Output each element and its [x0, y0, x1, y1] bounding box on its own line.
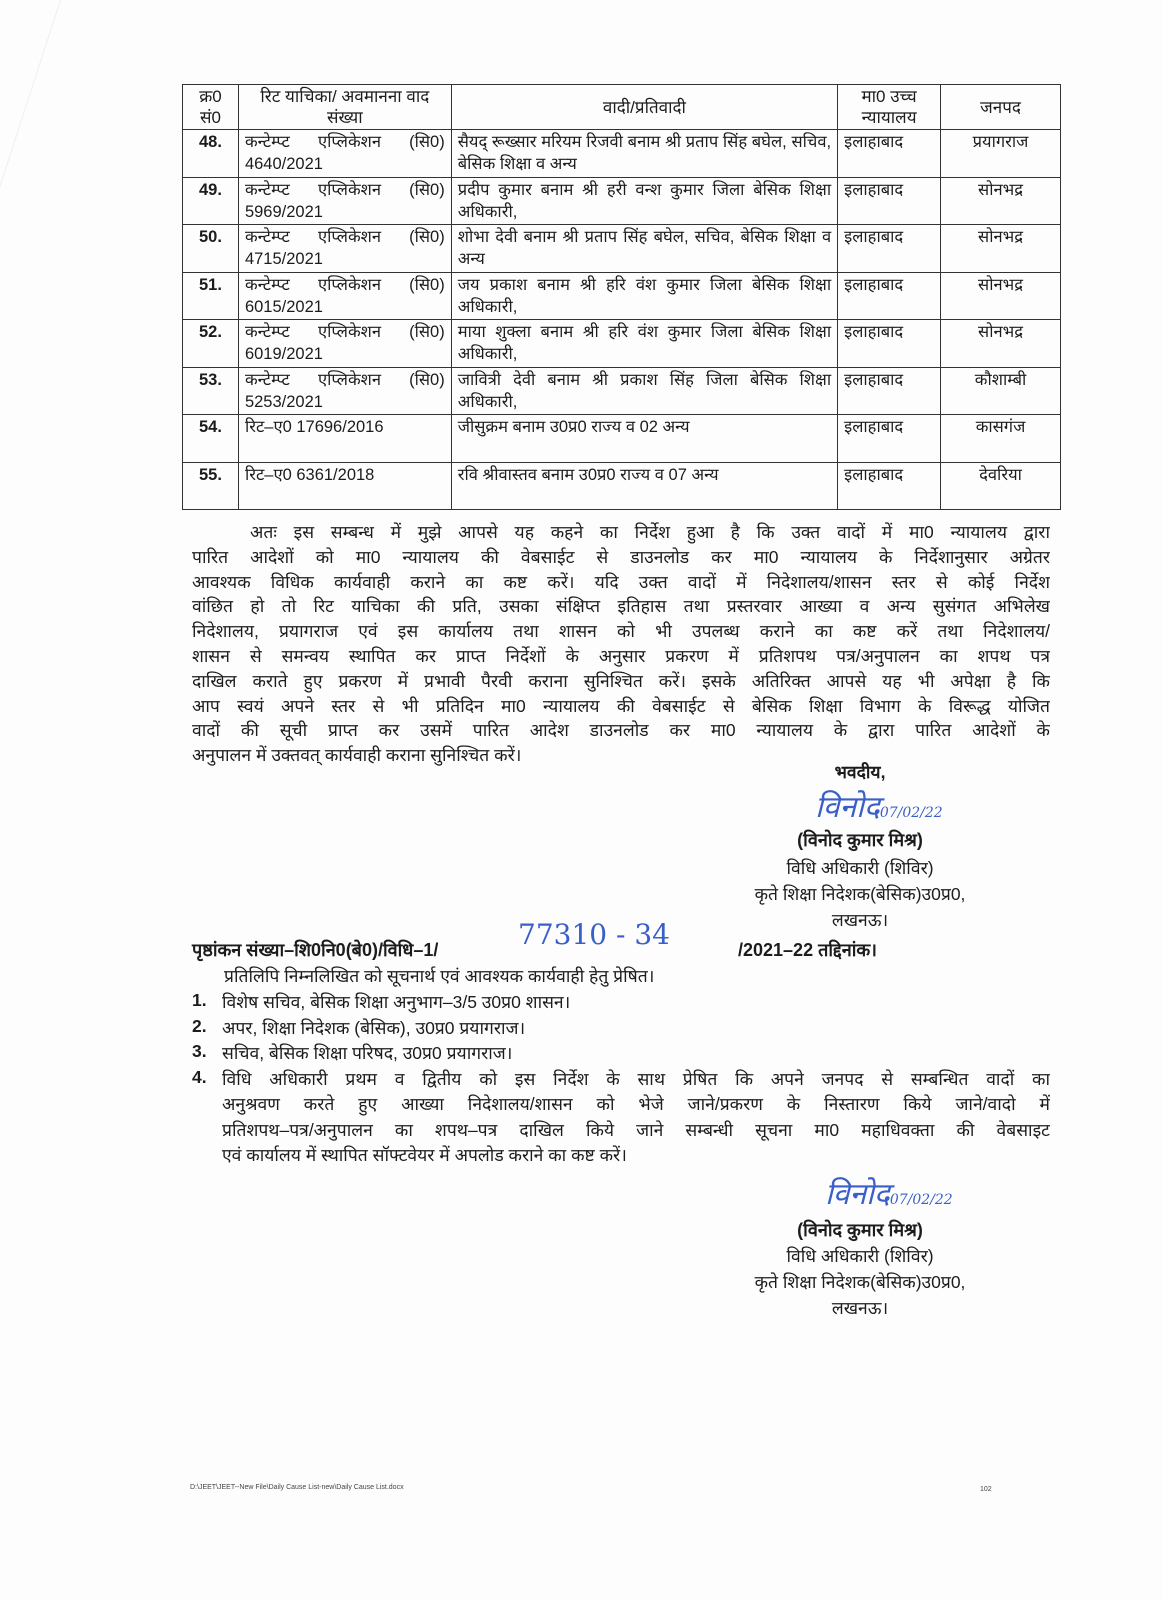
- paragraph-line: दाखिल कराते हुए प्रकरण में प्रभावी पैरवी कराना सुनिश्चित करें। इसके अतिरिक्त आपसे यह भी अपेक्षा है कि: [192, 670, 1050, 691]
- case-number-cell: रिट–ए0 17696/2016: [238, 415, 451, 463]
- table-row: [183, 225, 1061, 273]
- table-row: [183, 177, 1061, 225]
- paragraph-line: शासन से समन्वय स्थापित कर प्राप्त निर्देशों के अनुसार प्रकरण में प्रतिशपथ पत्र/अनुपालन का शपथ पत्र: [192, 646, 1050, 666]
- copy-list-item: सचिव, बेसिक शिक्षा परिषद, उ0प्र0 प्रयागराज।: [222, 1043, 513, 1063]
- table-row: [183, 320, 1061, 368]
- header-case-number: रिट याचिका/ अवमानना वाद संख्या: [238, 85, 451, 130]
- closing: भवदीय,: [834, 762, 886, 782]
- paragraph-line: वादों की सूची प्राप्त कर उसमें पारित आदेश डाउनलोड कर मा0 न्यायालय के द्वारा पारित आदेशों के: [192, 720, 1050, 741]
- signatory-designation-1: विधि अधिकारी (शिविर): [786, 858, 934, 878]
- copy-list-number: 1.: [192, 990, 207, 1010]
- signature-1: विनोद07/02/22: [815, 790, 943, 825]
- parties-cell: शोभा देवी बनाम श्री प्रताप सिंह बघेल, सचिव, बेसिक शिक्षा व अन्य: [451, 225, 837, 273]
- court-cell: इलाहाबाद: [838, 177, 941, 225]
- table-row: [183, 130, 1061, 178]
- endorsement-suffix: /2021–22 तद्दिनांक।: [738, 940, 878, 960]
- district-cell: सोनभद्र: [941, 225, 1061, 273]
- endorsement-prefix: पृष्ठांकन संख्या–शि0नि0(बे0)/विधि–1/: [192, 940, 439, 960]
- court-cell: इलाहाबाद: [838, 415, 941, 463]
- signatory-city-1: लखनऊ।: [831, 910, 889, 930]
- signatory-office-2: कृते शिक्षा निदेशक(बेसिक)उ0प्र0,: [754, 1272, 966, 1292]
- court-cell: इलाहाबाद: [838, 462, 941, 510]
- footer-file-path: D:\JEET\JEET--New File\Daily Cause List-new\Daily Cause List.docx: [190, 1484, 404, 1491]
- case-number-cell: कन्टेम्प्ट एप्लिकेशन (सि0) 6015/2021: [238, 272, 451, 320]
- case-number-cell: कन्टेम्प्ट एप्लिकेशन (सि0) 5253/2021: [238, 367, 451, 415]
- parties-cell: माया शुक्ला बनाम श्री हरि वंश कुमार जिला बेसिक शिक्षा अधिकारी,: [451, 320, 837, 368]
- table-row: [183, 367, 1061, 415]
- paragraph-line: वांछित हो तो रिट याचिका की प्रति, उसका संक्षिप्त इतिहास तथा प्रस्तरवार आख्या व अन्य सुसंगत अभिलेख: [192, 596, 1050, 617]
- district-cell: कौशाम्बी: [941, 367, 1061, 415]
- parties-cell: जय प्रकाश बनाम श्री हरि वंश कुमार जिला बेसिक शिक्षा अधिकारी,: [451, 272, 837, 320]
- district-cell: कासगंज: [941, 415, 1061, 463]
- court-cell: इलाहाबाद: [838, 367, 941, 415]
- table-row: [183, 272, 1061, 320]
- paragraph-line: अनुपालन में उक्तवत् कार्यवाही कराना सुनिश्चित करें।: [192, 745, 522, 766]
- serial-cell: 52.: [183, 320, 239, 368]
- serial-cell: 48.: [183, 130, 239, 178]
- copy-list-item: विधि अधिकारी प्रथम व द्वितीय को इस निर्देश के साथ प्रेषित कि अपने जनपद से सम्बन्धित वादों का: [222, 1068, 1050, 1089]
- parties-cell: जावित्री देवी बनाम श्री प्रकाश सिंह जिला बेसिक शिक्षा अधिकारी,: [451, 367, 837, 415]
- case-number-cell: कन्टेम्प्ट एप्लिकेशन (सि0) 4640/2021: [238, 130, 451, 178]
- serial-cell: 49.: [183, 177, 239, 225]
- signatory-office-1: कृते शिक्षा निदेशक(बेसिक)उ0प्र0,: [754, 884, 966, 904]
- court-cell: इलाहाबाद: [838, 225, 941, 273]
- parties-cell: प्रदीप कुमार बनाम श्री हरी वन्श कुमार जिला बेसिक शिक्षा अधिकारी,: [451, 177, 837, 225]
- header-serial: क्र0 सं0: [183, 85, 239, 130]
- district-cell: सोनभद्र: [941, 320, 1061, 368]
- court-cell: इलाहाबाद: [838, 320, 941, 368]
- parties-cell: सैयद् रूख्सार मरियम रिजवी बनाम श्री प्रताप सिंह बघेल, सचिव, बेसिक शिक्षा व अन्य: [451, 130, 837, 178]
- cases-table: [182, 84, 1061, 510]
- copy-list-number: 2.: [192, 1015, 207, 1036]
- copy-intro: प्रतिलिपि निम्नलिखित को सूचनार्थ एवं आवश्यक कार्यवाही हेतु प्रेषित।: [224, 966, 655, 986]
- endorsement-number-handwritten: 77310 - 34: [518, 918, 670, 951]
- copy-list-item: विशेष सचिव, बेसिक शिक्षा अनुभाग–3/5 उ0प्र0 शासन।: [222, 992, 571, 1012]
- header-court: मा0 उच्च न्यायालय: [838, 85, 941, 130]
- copy-list-number: 3.: [192, 1041, 207, 1061]
- case-number-cell: कन्टेम्प्ट एप्लिकेशन (सि0) 4715/2021: [238, 225, 451, 273]
- case-number-cell: कन्टेम्प्ट एप्लिकेशन (सि0) 6019/2021: [238, 320, 451, 368]
- court-cell: इलाहाबाद: [838, 272, 941, 320]
- copy-list-item: अनुश्रवण करते हुए आख्या निदेशालय/शासन को भेजे जाने/प्रकरण के निस्तारण किये जाने/वादो में: [222, 1094, 1050, 1114]
- copy-list-item: एवं कार्यालय में स्थापित सॉफ्टवेयर में अपलोड कराने का कष्ट करें।: [222, 1145, 627, 1165]
- header-district: जनपद: [941, 85, 1061, 130]
- serial-cell: 51.: [183, 272, 239, 320]
- signatory-name-2: (विनोद कुमार मिश्र): [797, 1220, 923, 1240]
- signatory-city-2: लखनऊ।: [831, 1298, 889, 1318]
- district-cell: सोनभद्र: [941, 177, 1061, 225]
- parties-cell: रवि श्रीवास्तव बनाम उ0प्र0 राज्य व 07 अन्य: [451, 462, 837, 510]
- signature-2: विनोद07/02/22: [825, 1177, 953, 1212]
- signatory-name-1: (विनोद कुमार मिश्र): [797, 830, 923, 850]
- copy-list-number: 4.: [192, 1066, 207, 1087]
- paragraph-line: आप स्वयं अपने स्तर से भी प्रतिदिन मा0 न्यायालय की वेबसाईट से बेसिक शिक्षा विभाग के विरूद्ध योजित: [192, 695, 1050, 716]
- case-number-cell: कन्टेम्प्ट एप्लिकेशन (सि0) 5969/2021: [238, 177, 451, 225]
- district-cell: देवरिया: [941, 462, 1061, 510]
- footer-page-number: 102: [980, 1486, 992, 1493]
- serial-cell: 54.: [183, 415, 239, 463]
- copy-list-item: प्रतिशपथ–पत्र/अनुपालन का शपथ–पत्र दाखिल किये जाने सम्बन्धी सूचना मा0 महाधिवक्ता की वेबसाइट: [222, 1119, 1050, 1140]
- serial-cell: 55.: [183, 462, 239, 510]
- paragraph-line: आवश्यक विधिक कार्यवाही कराने का कष्ट करें। यदि उक्त वादों में निदेशालय/शासन स्तर से कोई निर्देश: [192, 571, 1050, 592]
- court-cell: इलाहाबाद: [838, 130, 941, 178]
- header-parties: वादी/प्रतिवादी: [451, 85, 837, 130]
- paragraph-line: निदेशालय, प्रयागराज एवं इस कार्यालय तथा शासन को भी उपलब्ध कराने का कष्ट करें तथा निदेशालय/: [192, 621, 1050, 642]
- paragraph-line: पारित आदेशों को मा0 न्यायालय की वेबसाईट से डाउनलोड कर मा0 न्यायालय के निर्देशानुसार अग्रेतर: [192, 546, 1050, 567]
- case-number-cell: रिट–ए0 6361/2018: [238, 462, 451, 510]
- serial-cell: 50.: [183, 225, 239, 273]
- district-cell: प्रयागराज: [941, 130, 1061, 178]
- table-row: [183, 462, 1061, 510]
- serial-cell: 53.: [183, 367, 239, 415]
- copy-list-item: अपर, शिक्षा निदेशक (बेसिक), उ0प्र0 प्रयागराज।: [222, 1017, 526, 1038]
- paragraph-line: अतः इस सम्बन्ध में मुझे आपसे यह कहने का निर्देश हुआ है कि उक्त वादों में मा0 न्यायालय द्वारा: [250, 522, 1050, 542]
- parties-cell: जीसुक्रम बनाम उ0प्र0 राज्य व 02 अन्य: [451, 415, 837, 463]
- signatory-designation-2: विधि अधिकारी (शिविर): [786, 1246, 934, 1266]
- table-row: [183, 415, 1061, 463]
- scan-page-edge: [0, 0, 61, 200]
- district-cell: सोनभद्र: [941, 272, 1061, 320]
